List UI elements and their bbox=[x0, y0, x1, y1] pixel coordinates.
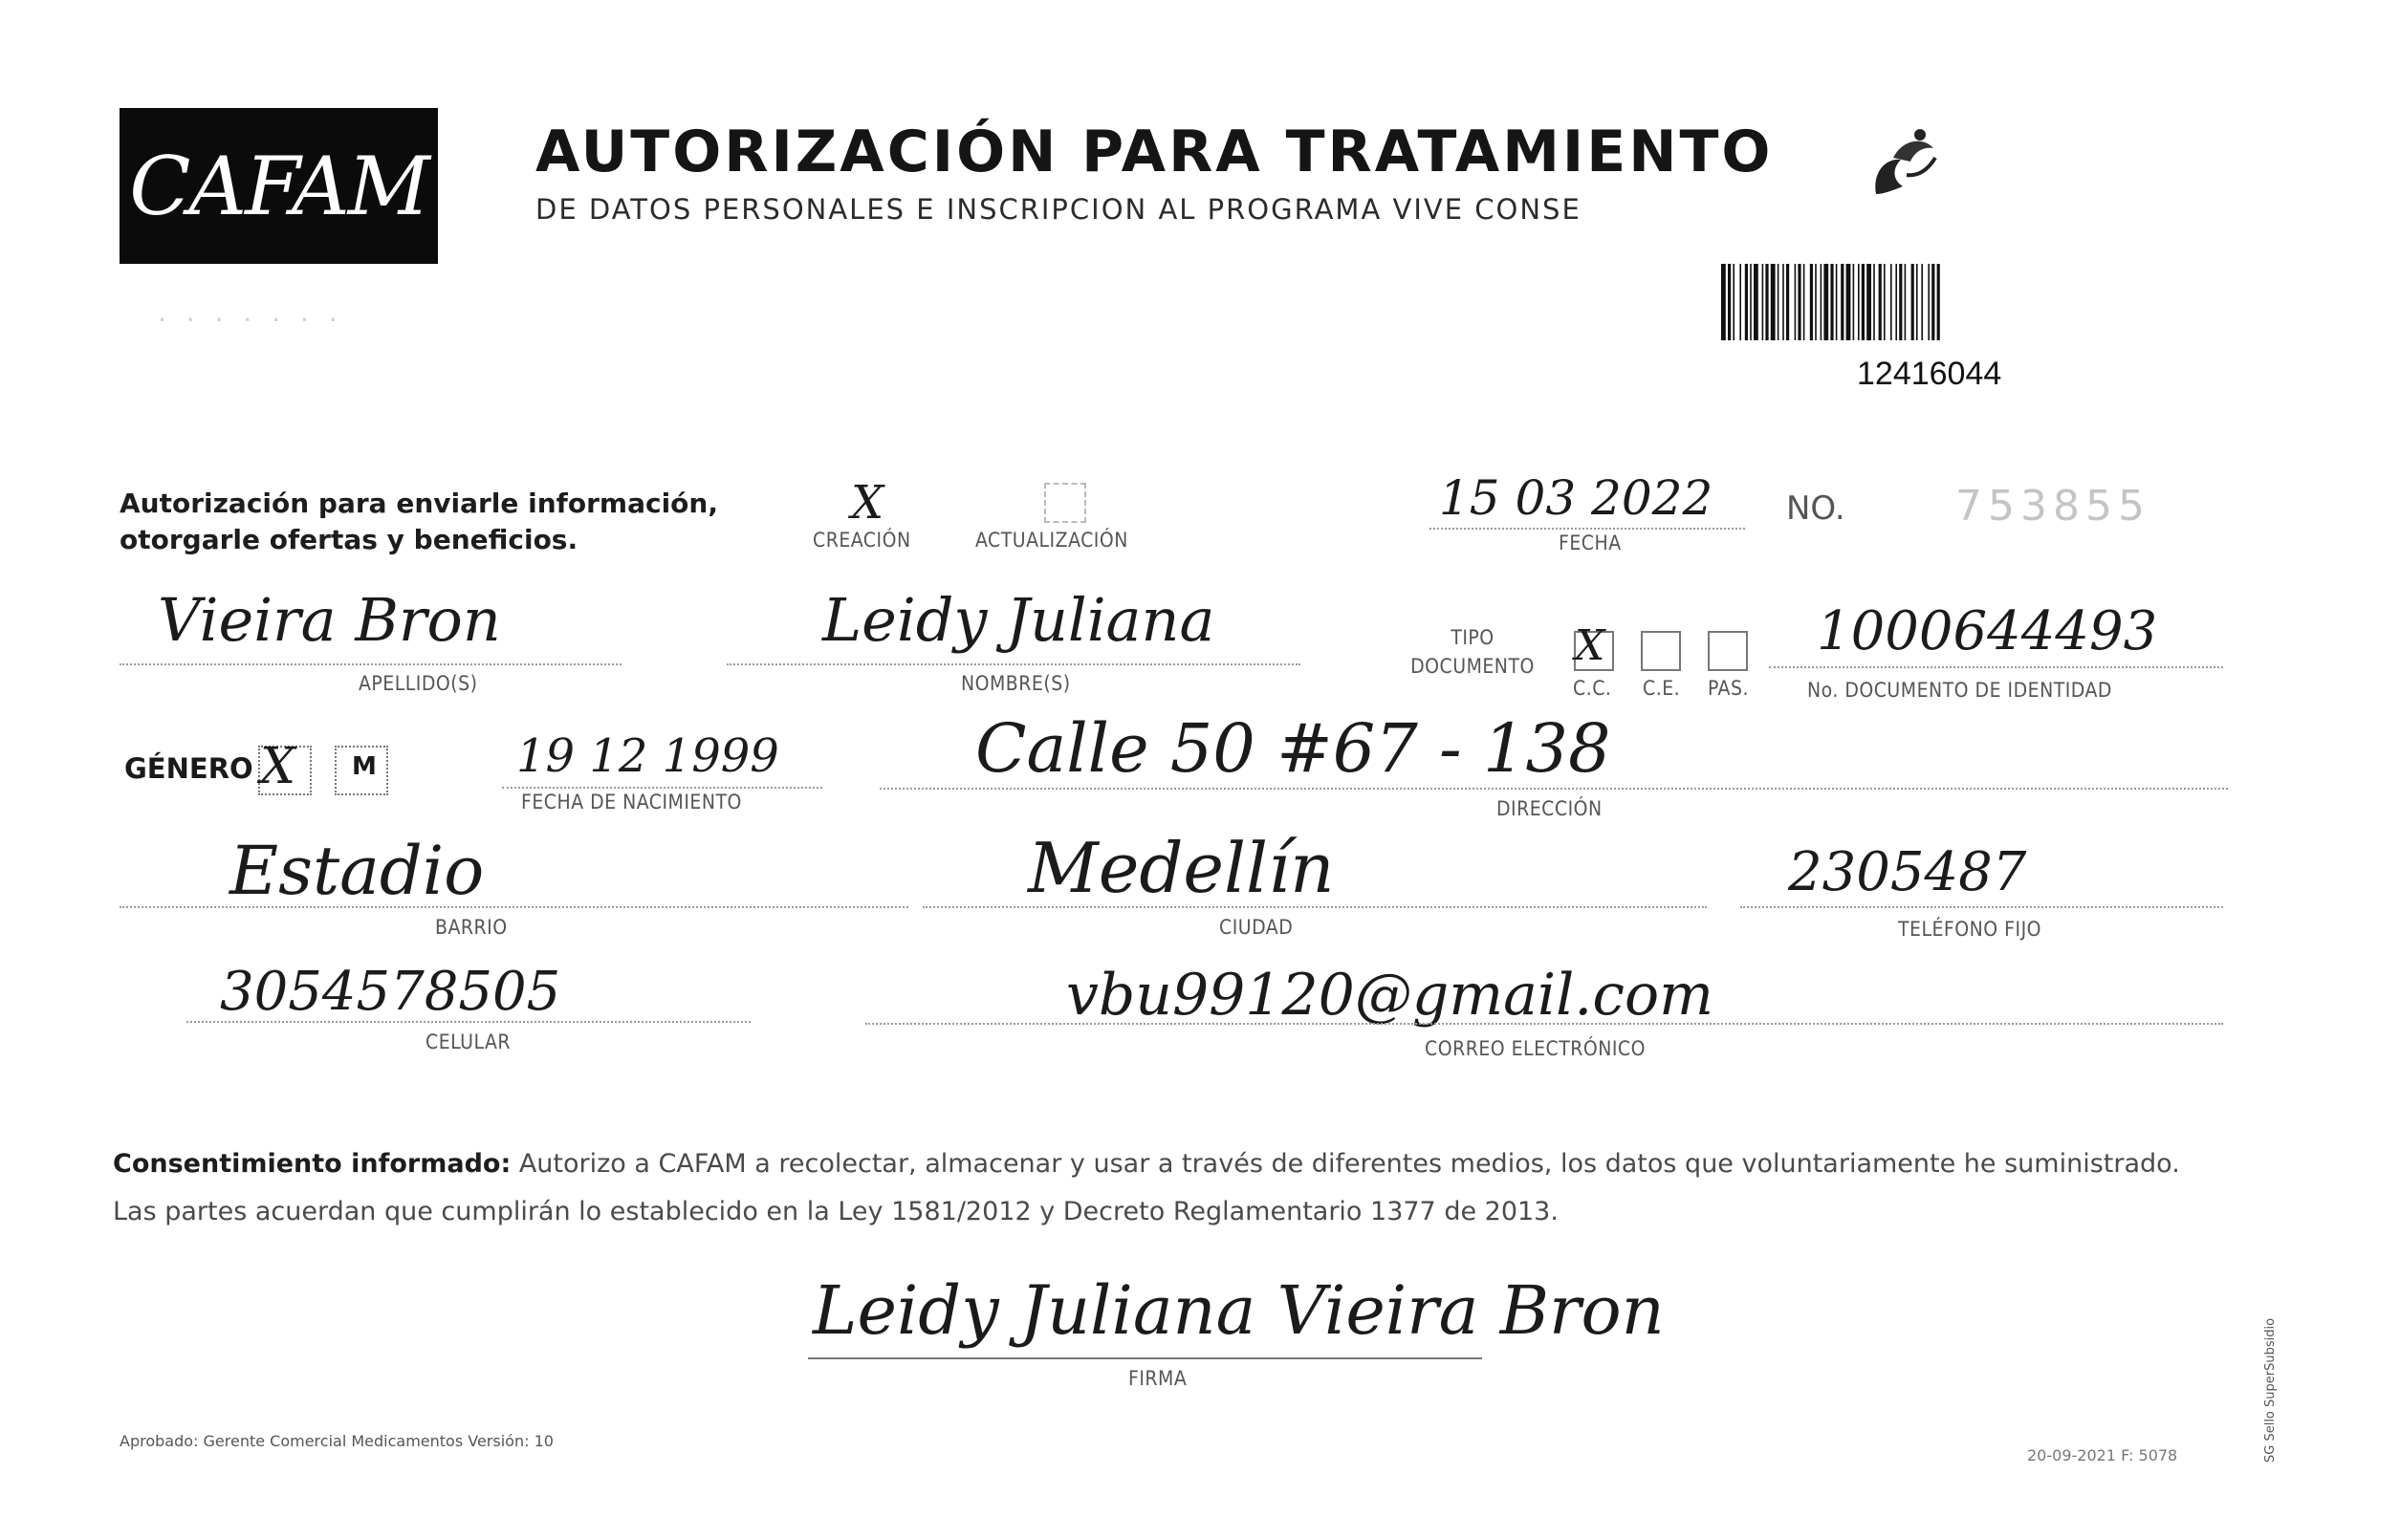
logo-text: CAFAM bbox=[129, 139, 428, 233]
genero-f-mark: X bbox=[260, 738, 296, 795]
barrio-line bbox=[120, 906, 908, 908]
faint-stamp: · · · · · · · bbox=[158, 304, 343, 336]
telefono-line bbox=[1740, 906, 2223, 908]
cc-label: C.C. bbox=[1573, 677, 1612, 700]
correo-value[interactable]: vbu99120@gmail.com bbox=[1066, 962, 1713, 1029]
consent-text: Autorizo a CAFAM a recolectar, almacenar y usar a través de diferentes medios, los datos que voluntariamente he suministrado. Las partes acuerdan que cumplirán lo establecido en la Ley 1581/2012 y Decreto Reglamentario 1377 de 2013. bbox=[113, 1149, 2180, 1226]
documento-line bbox=[1769, 666, 2223, 668]
barcode-number: 12416044 bbox=[1857, 356, 2002, 392]
brand-mark-icon bbox=[1865, 119, 1955, 206]
correo-line bbox=[865, 1023, 2223, 1025]
celular-value[interactable]: 3054578505 bbox=[220, 961, 561, 1023]
ciudad-label: CIUDAD bbox=[1219, 916, 1294, 939]
no-value: 753855 bbox=[1955, 482, 2150, 531]
ce-label: C.E. bbox=[1643, 677, 1681, 700]
correo-label: CORREO ELECTRÓNICO bbox=[1425, 1037, 1646, 1060]
ciudad-line bbox=[923, 906, 1707, 908]
direccion-value[interactable]: Calle 50 #67 - 138 bbox=[975, 709, 1611, 788]
apellidos-value[interactable]: Vieira Bron bbox=[158, 585, 501, 655]
authorization-text: Autorización para enviarle información, otorgarle ofertas y beneficios. bbox=[120, 488, 718, 555]
nombres-value[interactable]: Leidy Juliana bbox=[822, 585, 1215, 655]
cc-mark: X bbox=[1575, 621, 1605, 670]
pas-label: PAS. bbox=[1708, 677, 1749, 700]
ce-checkbox[interactable] bbox=[1641, 631, 1681, 671]
documento-label: No. DOCUMENTO DE IDENTIDAD bbox=[1807, 679, 2112, 702]
consent-paragraph bbox=[113, 1140, 2226, 1236]
creacion-label: CREACIÓN bbox=[813, 529, 911, 552]
apellidos-label: APELLIDO(S) bbox=[359, 672, 478, 695]
fecha-label: FECHA bbox=[1559, 531, 1622, 554]
signature-value[interactable]: Leidy Juliana Vieira Bron bbox=[813, 1271, 1665, 1350]
barrio-label: BARRIO bbox=[435, 916, 508, 939]
apellidos-line bbox=[120, 663, 622, 665]
cafam-logo bbox=[120, 108, 438, 264]
footer-approval: Aprobado: Gerente Comercial Medicamentos Versión: 10 bbox=[120, 1432, 554, 1450]
pas-checkbox[interactable] bbox=[1708, 631, 1748, 671]
fecha-value[interactable]: 15 03 2022 bbox=[1439, 470, 1713, 526]
document-subtitle: DE DATOS PERSONALES E INSCRIPCION AL PROGRAMA VIVE CONSE bbox=[535, 193, 1582, 226]
direccion-line bbox=[880, 788, 2228, 790]
celular-label: CELULAR bbox=[425, 1030, 511, 1053]
barcode bbox=[1721, 264, 2104, 340]
ciudad-value[interactable]: Medellín bbox=[1028, 828, 1335, 908]
telefono-value[interactable]: 2305487 bbox=[1788, 841, 2027, 903]
nombres-label: NOMBRE(S) bbox=[961, 672, 1071, 695]
footer-date-code: 20-09-2021 F: 5078 bbox=[2027, 1446, 2178, 1464]
barrio-value[interactable]: Estadio bbox=[229, 832, 485, 910]
consent-label: Consentimiento informado: bbox=[113, 1149, 512, 1179]
telefono-label: TELÉFONO FIJO bbox=[1898, 918, 2042, 941]
nacimiento-label: FECHA DE NACIMIENTO bbox=[521, 791, 742, 813]
signature-line bbox=[808, 1357, 1482, 1359]
genero-label: GÉNERO bbox=[124, 752, 253, 785]
no-label: NO. bbox=[1786, 489, 1845, 528]
side-stamp-text: SG Sello SuperSubsidio bbox=[2263, 1317, 2278, 1463]
nombres-line bbox=[727, 663, 1300, 665]
document-title: AUTORIZACIÓN PARA TRATAMIENTO bbox=[535, 119, 1774, 185]
actualizacion-label: ACTUALIZACIÓN bbox=[975, 529, 1128, 552]
tipo-documento-label: TIPO DOCUMENTO bbox=[1410, 626, 1535, 678]
nacimiento-value[interactable]: 19 12 1999 bbox=[516, 729, 779, 783]
documento-value[interactable]: 1000644493 bbox=[1817, 600, 2158, 662]
direccion-label: DIRECCIÓN bbox=[1496, 797, 1603, 820]
genero-m-label: M bbox=[352, 752, 377, 781]
creacion-checkbox-mark[interactable]: X bbox=[851, 476, 884, 530]
signature-label: FIRMA bbox=[1128, 1367, 1188, 1390]
celular-line bbox=[186, 1021, 751, 1023]
fecha-line bbox=[1429, 528, 1745, 530]
nacimiento-line bbox=[502, 787, 822, 789]
actualizacion-checkbox[interactable] bbox=[1044, 483, 1086, 523]
